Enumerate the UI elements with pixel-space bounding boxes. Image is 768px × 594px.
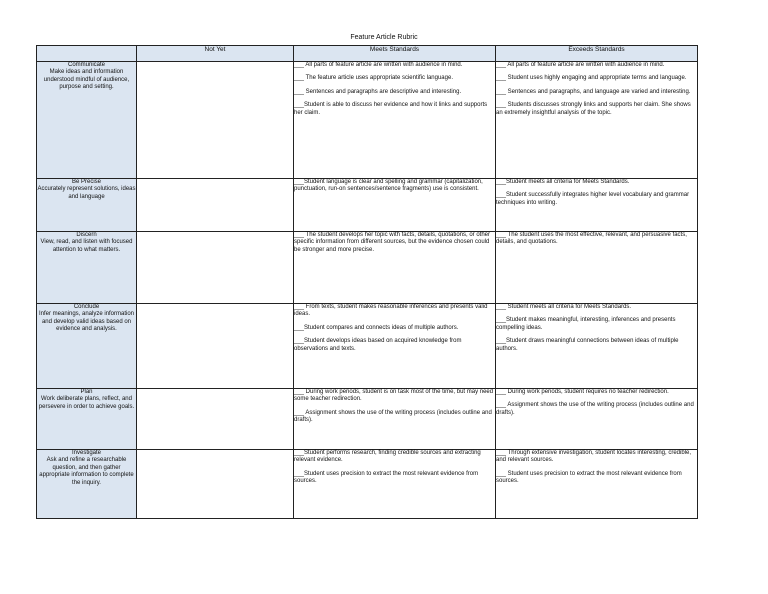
- criterion: ___ Sentences and paragraphs, and language are varied and interesting.: [496, 88, 691, 95]
- category-title: Investigate: [71, 450, 102, 456]
- criterion: ___ Assignment shows the use of the writing process (includes outline and drafts).: [294, 409, 492, 424]
- criterion: ___Student is able to discuss her evidence and how it links and supports her claim.: [294, 102, 488, 116]
- category-cell: [37, 304, 137, 389]
- category-description: Ask and refine a researchable question, and then gather appropriate information to complete the inquiry.: [39, 457, 134, 486]
- criterion: ___ During work periods, student is on task most of the time, but may need some teacher redirection.: [294, 389, 494, 403]
- exceeds-cell: [496, 232, 698, 304]
- meets-cell: [294, 62, 496, 179]
- criterion: ___ Sentences and paragraphs are descriptive and interesting.: [294, 88, 462, 95]
- category-description: Work deliberate plans, reflect, and persevere in order to achieve goals.: [38, 396, 135, 410]
- category-cell: [37, 389, 137, 450]
- category-title: Be Precise: [71, 179, 101, 185]
- exceeds-cell: [496, 450, 698, 519]
- criterion: ___Student makes meaningful, interesting, inferences and presents compelling ideas.: [496, 317, 676, 331]
- category-description: Accurately represent solutions, ideas and language: [37, 186, 136, 200]
- not-yet-cell: [137, 62, 294, 179]
- criterion: ___Student language is clear and spelling and grammar (capitalization, punctuation, run-on sentences/sentence fragments) use is consistent.: [294, 179, 483, 193]
- criterion: ___ The feature article uses appropriate scientific language.: [294, 75, 453, 82]
- header-meets-standards: Meets Standards: [294, 46, 496, 62]
- criterion: ___Student meets all criteria for Meets Standards.: [496, 179, 630, 185]
- category-title: Communicate: [67, 62, 105, 68]
- table-row: [37, 179, 698, 232]
- page-title: Feature Article Rubric: [350, 34, 418, 41]
- category-cell: [37, 232, 137, 304]
- table-row: [37, 304, 698, 389]
- category-description: View, read, and listen with focused attention to what matters.: [40, 239, 133, 253]
- criterion: ___ All parts of feature article are written with audience in mind.: [496, 62, 665, 68]
- exceeds-cell: [496, 389, 698, 450]
- criterion: ___Student successfully integrates higher level vocabulary and grammar techniques into writing.: [496, 192, 690, 206]
- exceeds-cell: [496, 62, 698, 179]
- criterion: ___ From texts, student makes reasonable inferences and presents valid ideas.: [294, 304, 488, 318]
- exceeds-cell: [496, 304, 698, 389]
- criterion: ___Student develops ideas based on acquired knowledge from observations and texts.: [294, 338, 462, 352]
- exceeds-cell: [496, 179, 698, 232]
- criterion: ___ The student develops her topic with facts, details, quotations, or other specific information from different sources, but the evidence chosen could be stronger and more precise.: [294, 232, 491, 253]
- criterion: ___ All parts of feature article are written with audience in mind.: [294, 62, 463, 68]
- category-title: Plan: [80, 389, 93, 395]
- header-corner: [37, 46, 137, 62]
- header-not-yet: Not Yet: [137, 46, 294, 62]
- not-yet-cell: [137, 450, 294, 519]
- meets-cell: [294, 389, 496, 450]
- criterion: ___Student performs research, finding credible sources and extracting relevant evidence.: [294, 450, 481, 464]
- category-cell: [37, 179, 137, 232]
- category-title: Conclude: [73, 304, 100, 310]
- rubric-table: [36, 45, 698, 519]
- meets-cell: [294, 232, 496, 304]
- criterion: ___ Student uses precision to extract the most relevant evidence from sources.: [496, 470, 682, 485]
- criterion: ___ The student uses the most effective, relevant, and persuasive facts, details, and quotations.: [496, 232, 687, 246]
- category-description: Infer meanings, analyze information and develop valid ideas based on evidence and analysis.: [38, 311, 135, 333]
- category-description: Make ideas and information understood mindful of audience, purpose and setting.: [43, 69, 130, 91]
- criterion: ___ Through extensive investigation, student locates interesting, credible, and relevant sources.: [496, 450, 692, 464]
- meets-cell: [294, 450, 496, 519]
- table-row: [37, 389, 698, 450]
- category-title: Discern: [76, 232, 97, 238]
- category-cell: [37, 62, 137, 179]
- meets-cell: [294, 304, 496, 389]
- criterion: ___ Student meets all criteria for Meets Standards.: [496, 304, 632, 310]
- criterion: ___ During work periods, student requires no teacher redirection.: [496, 389, 669, 395]
- criterion: ___ Student uses highly engaging and appropriate terms and language.: [496, 75, 687, 82]
- criterion: ___Student compares and connects ideas of multiple authors.: [294, 324, 459, 331]
- header-exceeds-standards: Exceeds Standards: [496, 46, 698, 62]
- criterion: ___Student draws meaningful connections between ideas of multiple authors.: [496, 338, 679, 352]
- not-yet-cell: [137, 389, 294, 450]
- table-row: [37, 62, 698, 179]
- not-yet-cell: [137, 232, 294, 304]
- not-yet-cell: [137, 179, 294, 232]
- criterion: ___ Assignment shows the use of the writing process (includes outline and drafts).: [496, 402, 694, 416]
- criterion: ___ Students discusses strongly links and supports her claim. She shows an extremely insightful analysis of the topic.: [496, 102, 691, 116]
- criterion: ___Student uses precision to extract the most relevant evidence from sources.: [294, 470, 479, 485]
- meets-cell: [294, 179, 496, 232]
- header-row: [37, 46, 698, 62]
- category-cell: [37, 450, 137, 519]
- table-row: [37, 232, 698, 304]
- not-yet-cell: [137, 304, 294, 389]
- table-row: [37, 450, 698, 519]
